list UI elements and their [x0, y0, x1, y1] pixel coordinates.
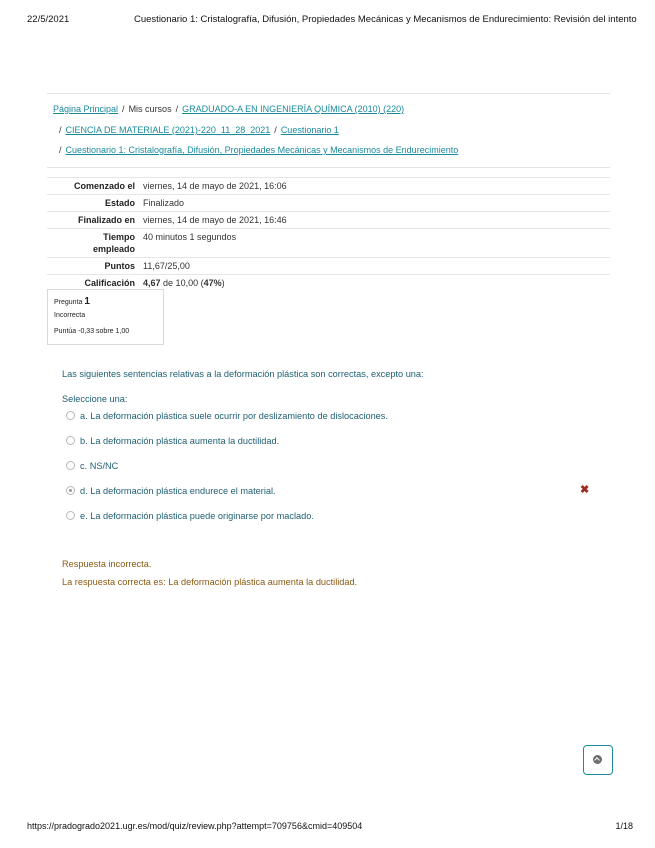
- summary-value: 11,67/25,00: [139, 258, 610, 275]
- attempt-summary-table: [47, 177, 610, 291]
- summary-value: 40 minutos 1 segundos: [139, 229, 610, 258]
- summary-label-line: Tiempo: [103, 232, 135, 242]
- attempt-summary: [47, 177, 610, 291]
- summary-value: Finalizado: [139, 195, 610, 212]
- feedback-incorrect: Respuesta incorrecta.: [62, 559, 152, 569]
- question-number-label: Pregunta: [54, 299, 83, 306]
- answer-option-b[interactable]: [66, 436, 279, 446]
- scroll-to-top-button[interactable]: [583, 745, 613, 775]
- breadcrumb-separator: /: [59, 125, 62, 135]
- grade-mid: de 10,00 (: [163, 278, 204, 288]
- breadcrumb-my-courses: Mis cursos: [128, 104, 172, 114]
- answer-option-c[interactable]: [66, 461, 118, 471]
- radio-icon[interactable]: [66, 436, 75, 445]
- radio-icon[interactable]: [66, 461, 75, 470]
- feedback-correct-answer: La respuesta correcta es: La deformación plástica aumenta la ductilidad.: [62, 577, 358, 587]
- summary-row-state: [47, 195, 610, 212]
- grade-percent: 47%: [203, 278, 222, 288]
- question-number-value: 1: [84, 296, 90, 307]
- summary-label: Estado: [47, 195, 139, 212]
- breadcrumb-separator: /: [274, 125, 277, 135]
- print-url: https://pradogrado2021.ugr.es/mod/quiz/review.php?attempt=709756&cmid=409504: [27, 821, 363, 831]
- answer-option-e[interactable]: [66, 511, 314, 521]
- print-page-number: 1/18: [615, 821, 633, 831]
- summary-label: Puntos: [47, 258, 139, 275]
- cross-icon: ✖: [580, 484, 590, 496]
- answer-label: a. La deformación plástica suele ocurrir por deslizamiento de dislocaciones.: [80, 411, 388, 421]
- question-text: Las siguientes sentencias relativas a la deformación plástica son correctas, excepto una:: [62, 369, 424, 379]
- breadcrumb-home-link[interactable]: Página Principal: [53, 104, 119, 114]
- summary-value: viernes, 14 de mayo de 2021, 16:46: [139, 212, 610, 229]
- breadcrumb-separator: /: [175, 104, 179, 114]
- summary-row-time: [47, 229, 610, 258]
- summary-row-started: [47, 178, 610, 195]
- answer-label: b. La deformación plástica aumenta la ductilidad.: [80, 436, 280, 446]
- breadcrumb-degree-link[interactable]: GRADUADO-A EN INGENIERÍA QUÍMICA (2010) (220): [182, 104, 405, 114]
- breadcrumb: [47, 93, 610, 168]
- grade-end: ): [221, 278, 225, 288]
- answer-prompt: Seleccione una:: [62, 394, 128, 404]
- print-title: Cuestionario 1: Cristalografía, Difusión, Propiedades Mecánicas y Mecanismos de Endurecimiento: Revisión del intento: [134, 14, 637, 25]
- summary-row-points: [47, 258, 610, 275]
- question-state: Incorrecta: [54, 312, 86, 319]
- breadcrumb-quiz-link[interactable]: Cuestionario 1: Cristalografía, Difusión, Propiedades Mecánicas y Mecanismos de Endurecimiento: [65, 145, 459, 155]
- answer-label: d. La deformación plástica endurece el material.: [80, 486, 276, 496]
- print-date: 22/5/2021: [27, 14, 70, 25]
- radio-icon[interactable]: [66, 511, 75, 520]
- summary-label: Calificación: [47, 275, 139, 292]
- answer-label: e. La deformación plástica puede originarse por maclado.: [80, 511, 314, 521]
- breadcrumb-section-link[interactable]: Cuestionario 1: [280, 125, 339, 135]
- radio-icon[interactable]: [66, 411, 75, 420]
- answer-option-a[interactable]: [66, 411, 388, 421]
- summary-value: viernes, 14 de mayo de 2021, 16:06: [139, 178, 610, 195]
- summary-label: Finalizado en: [47, 212, 139, 229]
- summary-value: [139, 275, 610, 292]
- breadcrumb-course-link[interactable]: CIENCIA DE MATERIALE (2021)-220_11_28_2021: [65, 125, 271, 135]
- breadcrumb-separator: /: [122, 104, 125, 114]
- question-grade: Puntúa -0,33 sobre 1,00: [54, 328, 130, 335]
- answer-label: c. NS/NC: [80, 461, 119, 471]
- grade-score: 4,67: [143, 278, 161, 288]
- summary-row-finished: [47, 212, 610, 229]
- question-number: [54, 296, 90, 307]
- summary-label: [47, 229, 139, 258]
- question-info-box: [47, 289, 164, 345]
- breadcrumb-separator: /: [59, 145, 62, 155]
- arrow-up-circle-icon: [593, 755, 602, 764]
- radio-checked-icon[interactable]: [66, 486, 75, 495]
- summary-label: Comenzado el: [47, 178, 139, 195]
- summary-label-line: empleado: [92, 244, 135, 254]
- answer-option-d[interactable]: [66, 486, 276, 496]
